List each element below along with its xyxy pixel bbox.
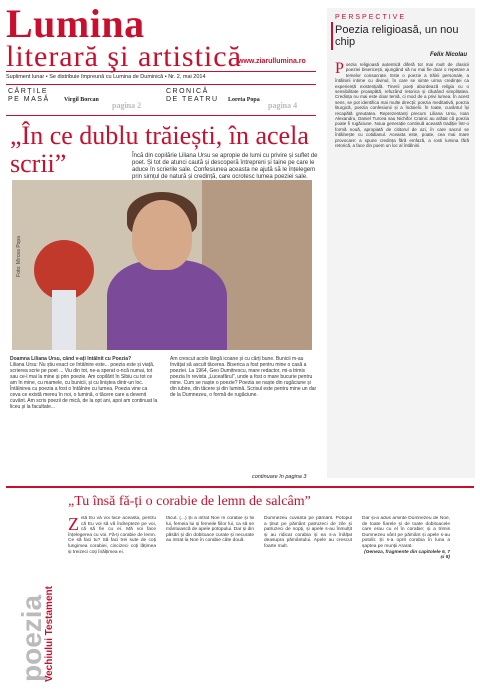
poem-section	[6, 486, 474, 690]
poem-col-3-text: Dumnezeu cuvânta pe pământ. Potopul a ținut pe pământ patruzeci de zile și patruzeci de nopți, și apele s-au înmulțit și au ridicat corabia și ea s-a înălțat deasupra pământului. Apele au crescut foarte mult.	[264, 516, 352, 549]
feature-lead: Încă din copilărie Liliana Ursu se apropie de lumi cu privire și suflet de poet. Și tot de atunci caută și descoperă întrepreni și taine pe care le aduce în scrierile sale. Confesiunea aceasta ne ajută să le înțelegem prin simțul de natură și credință, care ocrotesc lumea poeziei sale.	[132, 153, 318, 180]
masthead-title: Lumina	[6, 1, 145, 46]
perspective-sidebar	[327, 8, 475, 478]
theatre-section[interactable]	[166, 88, 219, 104]
poem-columns	[68, 516, 468, 686]
person-body	[107, 260, 227, 350]
poem-col-2-text: făcut. (...) Și a intrat Noe în corabie și fiii lui, femeia lui și femeile fiilor lui, ca să se mântuiască de apele potopului. Dar și din păsări și din dobitoace curate și necurate au intrat la Noe în corabie câte două.	[166, 516, 254, 544]
perspective-title	[335, 24, 475, 48]
poem-col-4-text: Dar și-a adus aminte Dumnezeu de Noe, de toate fiarele și de toate dobitoacele care erau cu el în corabie; și a trimis Dumnezeu vânt pe pământ și apele s-au potolit. Și s-a oprit corabia în luna a șaptea pe munții Ararat.	[362, 516, 450, 549]
interview-question: Doamna Liliana Ursu, când v-ați întâlnit cu Poezia?	[10, 356, 132, 362]
perspective-kicker: PERSPECTIVE	[335, 14, 407, 21]
continuation-note[interactable]: continuare în pagina 3	[252, 474, 307, 480]
books-label-1: CĂRȚILE	[8, 88, 49, 95]
poem-col-3	[264, 516, 352, 686]
interview-text: Am crescut acolo lângă icoane și cu cărți bune. Bunicii m-au învățat să ascult tăcerea. Biserica a fost pentru mine o casă a poeziei. La 1964, Geo Dumitrescu, mare redactor, mi-a trimis poezia în revista „Luceafărul”, unde a fost o mare bucurie pentru mine. Cum se naște o poezie? Poezia se naște din rugăciune și din iubire, din tăcere și din lumină. Scrisul este pentru mine un dar de la Dumnezeu, o formă de rugăciune.	[170, 356, 317, 398]
website-link[interactable]: www.ziarullumina.ro	[238, 58, 306, 65]
section-vertical-label	[14, 512, 62, 682]
interview-answer: Liliana Ursu: Nu știu exact ce întâlnire este... poezia este și viață, scrierea scrie pe poet ... Viu din tot, ne-a sperat o-ncă numai, tot sau ce-l mai la mine și prin poezie. Am copilărit în Sibiu cu tot ce am în mine, cu mamele, cu bunicii, și cu liniștea dintr-un loc. Întâlnirea cu poezia a fost o întâlnire cu lumea. Poezia vine ca ceva ce există mereu în noi, o lumină, o tăcere care a devenit cuvânt. Am scris poezii de mică, de la opt ani, apoi am continuat la liceu și la facultate...	[10, 362, 158, 410]
books-label-2: PE MASĂ	[8, 96, 50, 103]
dropcap: P	[335, 62, 344, 77]
theatre-author: Loreta Popa	[228, 97, 260, 103]
poem-col-1-text: isă Eu vă voi face aceasta, pentru că Eu voi să vă îndrepteze pe voi, că să fie cu ei. Mă voi face înțelegerea cu voi. Fă-ți corabie de lemn. Ce să faci tu? Să faci trei sute de coți lungimea corabiei, cincizeci coți lățimea și treizeci coți înălțimea ei.	[68, 516, 156, 555]
theatre-label-1: CRONICĂ	[166, 88, 209, 95]
poem-title: „Tu însă fă-ți o corabie de lemn de salcâm”	[68, 494, 311, 509]
poem-col-4	[362, 516, 450, 686]
interview-col-2	[170, 356, 318, 480]
interview-columns	[10, 356, 320, 480]
masthead-subtitle: literară şi artistică	[6, 40, 242, 73]
books-section[interactable]	[8, 88, 50, 104]
books-author: Virgil Borcan	[64, 97, 99, 103]
vertical-testament: Vechiului Testament	[44, 586, 55, 682]
interview-col-1	[10, 356, 158, 480]
portrait-photo	[12, 180, 312, 350]
perspective-body	[335, 62, 469, 474]
poem-col-1	[68, 516, 156, 686]
theatre-page[interactable]: pagina 4	[268, 101, 298, 110]
perspective-author: Felix Nicolau	[429, 52, 467, 58]
vase	[52, 290, 76, 350]
vertical-poezia: poezia	[16, 594, 47, 682]
poem-col-2	[166, 516, 254, 686]
books-page[interactable]: pagina 2	[112, 101, 142, 110]
poem-dropcap: Z	[68, 516, 79, 534]
photo-credit: Foto: Mircea Popa	[16, 236, 22, 277]
issue-meta: Supliment lunar • Se distribuie împreună cu Lumina de Duminică • Nr. 2, mai 2014	[6, 71, 316, 80]
person-face	[132, 200, 192, 270]
perspective-title-text: Poezia religioasă, un nou chip	[335, 24, 459, 48]
feature-headline: „În ce dublu trăiești, în acela scrii”	[10, 121, 309, 178]
poem-source: (Geneza, fragmente din capitolele 6, 7 și 8)	[364, 549, 450, 561]
accent-bar	[331, 22, 333, 50]
theatre-label-2: DE TEATRU	[166, 96, 219, 103]
perspective-body-text: oezia religioasă autentică diferă tot mai mult de clasicii poeziei bisericești, ajungând să nu mai fie doar o repetare a temelor consacrate. Este o poezie a trăirii personale, a întâlnirii intime cu divinul, în care se simte urma credinței ca experiență existențială. Tinerii poeți abordează religia cu o sensibilitate proaspătă, refuzând retorica și căutând simplitatea. Credința nu mai este doar temă, ci mod de a privi lumea. În acest sens, se pot identifica mai multe direcții: poezia meditativă, poezia liturgică, poezia confesiunii și a îndoielii. În toate, cuvântul își recapătă greutatea. Reprezentanți precum Liliana Ursu, Ioan Alexandru, Daniel Turcea sau Nichifor Crainic au arătat că poezia poate fi rugăciune. Noua generație continuă această tradiție într-o formă nouă, apropiată de cititorul de azi, în care sacrul se întâlnește cu cotidianul. Aceasta este, poate, cea mai mare provocare: a spune credința fără emfază, a rosti lumina fără retorică, a face din poem un loc al întâlnirii.	[335, 62, 469, 149]
contents-strip	[6, 84, 316, 116]
